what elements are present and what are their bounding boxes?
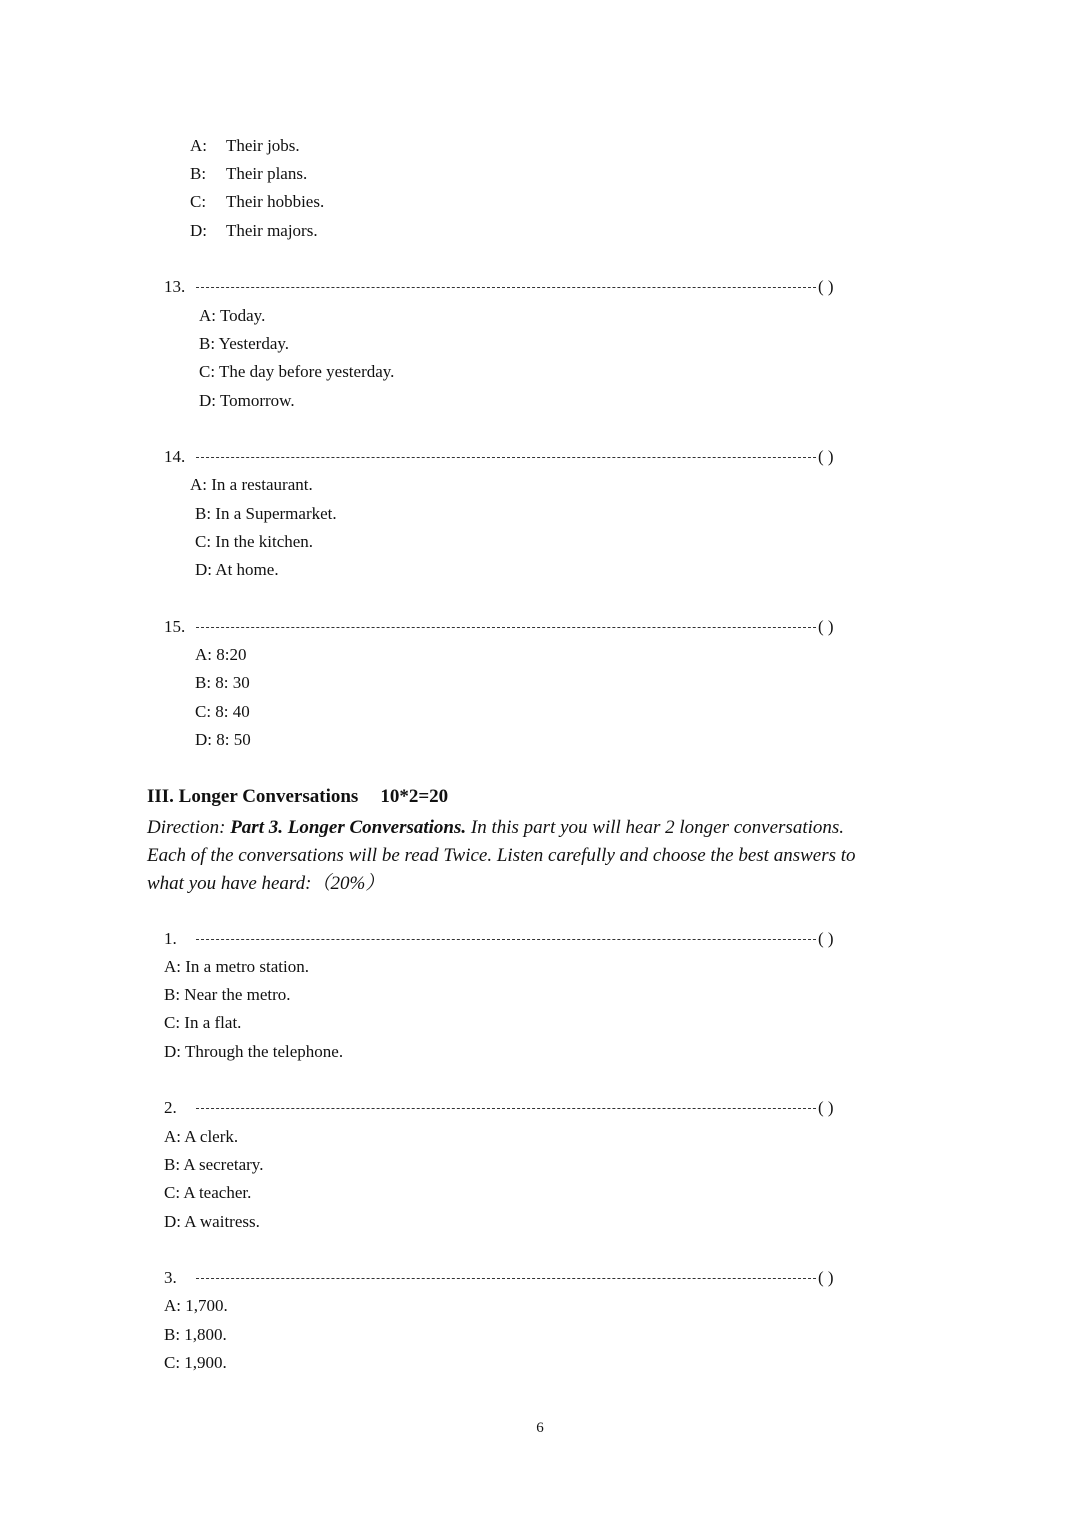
question-13-line xyxy=(164,277,854,297)
c1-option-b: B: Near the metro. xyxy=(164,985,291,1004)
c1-option-c: C: In a flat. xyxy=(164,1013,242,1032)
answer-parentheses: ( ) xyxy=(818,617,834,636)
c1-option-a: A: In a metro station. xyxy=(164,957,309,976)
section-title: III. Longer Conversations xyxy=(147,786,359,807)
question-number: 13. xyxy=(164,277,186,296)
q12-option-b: B: Their plans. xyxy=(190,164,308,183)
answer-parentheses: ( ) xyxy=(818,277,834,296)
q15-option-b: B: 8: 30 xyxy=(195,673,250,692)
c2-option-a: A: A clerk. xyxy=(164,1127,239,1146)
answer-parentheses: ( ) xyxy=(818,1098,834,1117)
question-number: 1. xyxy=(164,929,177,948)
q13-option-b: B: Yesterday. xyxy=(199,334,290,353)
q15-option-a: A: 8:20 xyxy=(195,645,247,664)
section-directions xyxy=(147,814,877,898)
answer-parentheses: ( ) xyxy=(818,929,834,948)
q15-option-c: C: 8: 40 xyxy=(195,702,250,721)
direction-label: Direction: xyxy=(147,817,226,838)
c3-option-a: A: 1,700. xyxy=(164,1296,228,1315)
q12-option-a: A: Their jobs. xyxy=(190,136,300,155)
q12-option-c: C: Their hobbies. xyxy=(190,192,325,211)
conversation-question-1-line xyxy=(164,929,854,949)
conversation-question-3-line xyxy=(164,1268,854,1288)
dashed-answer-line xyxy=(196,287,816,288)
q14-option-b: B: In a Supermarket. xyxy=(195,504,337,523)
c2-option-d: D: A waitress. xyxy=(164,1212,260,1231)
q13-option-a: A: Today. xyxy=(199,306,266,325)
answer-parentheses: ( ) xyxy=(818,1268,834,1287)
section-score: 10*2=20 xyxy=(380,786,449,807)
question-15-line xyxy=(164,617,854,637)
q14-option-c: C: In the kitchen. xyxy=(195,532,314,551)
page-number: 6 xyxy=(536,1420,544,1436)
q13-option-d: D: Tomorrow. xyxy=(199,391,295,410)
q14-option-d: D: At home. xyxy=(195,560,279,579)
question-number: 14. xyxy=(164,447,186,466)
c2-option-c: C: A teacher. xyxy=(164,1183,252,1202)
conversation-question-2-line xyxy=(164,1098,854,1118)
q15-option-d: D: 8: 50 xyxy=(195,730,251,749)
question-number: 2. xyxy=(164,1098,177,1117)
dashed-answer-line xyxy=(196,939,816,940)
c3-option-c: C: 1,900. xyxy=(164,1353,227,1372)
question-14-line xyxy=(164,447,854,467)
question-number: 3. xyxy=(164,1268,177,1287)
dashed-answer-line xyxy=(196,1108,816,1109)
direction-part-title: Part 3. Longer Conversations. xyxy=(230,817,467,838)
dashed-answer-line xyxy=(196,457,816,458)
question-number: 15. xyxy=(164,617,186,636)
section-heading xyxy=(147,786,448,808)
dashed-answer-line xyxy=(196,1278,816,1279)
direction-text: In this part you will hear 2 longer conversations. Each of the conversations will be read Twice. Listen carefully and choose the best answers to what you have heard:（20%） xyxy=(147,817,856,894)
dashed-answer-line xyxy=(196,627,816,628)
c1-option-d: D: Through the telephone. xyxy=(164,1042,344,1061)
q14-option-a: A: In a restaurant. xyxy=(190,475,313,494)
answer-parentheses: ( ) xyxy=(818,447,834,466)
q13-option-c: C: The day before yesterday. xyxy=(199,362,395,381)
c3-option-b: B: 1,800. xyxy=(164,1325,227,1344)
c2-option-b: B: A secretary. xyxy=(164,1155,264,1174)
q12-option-d: D: Their majors. xyxy=(190,221,318,240)
